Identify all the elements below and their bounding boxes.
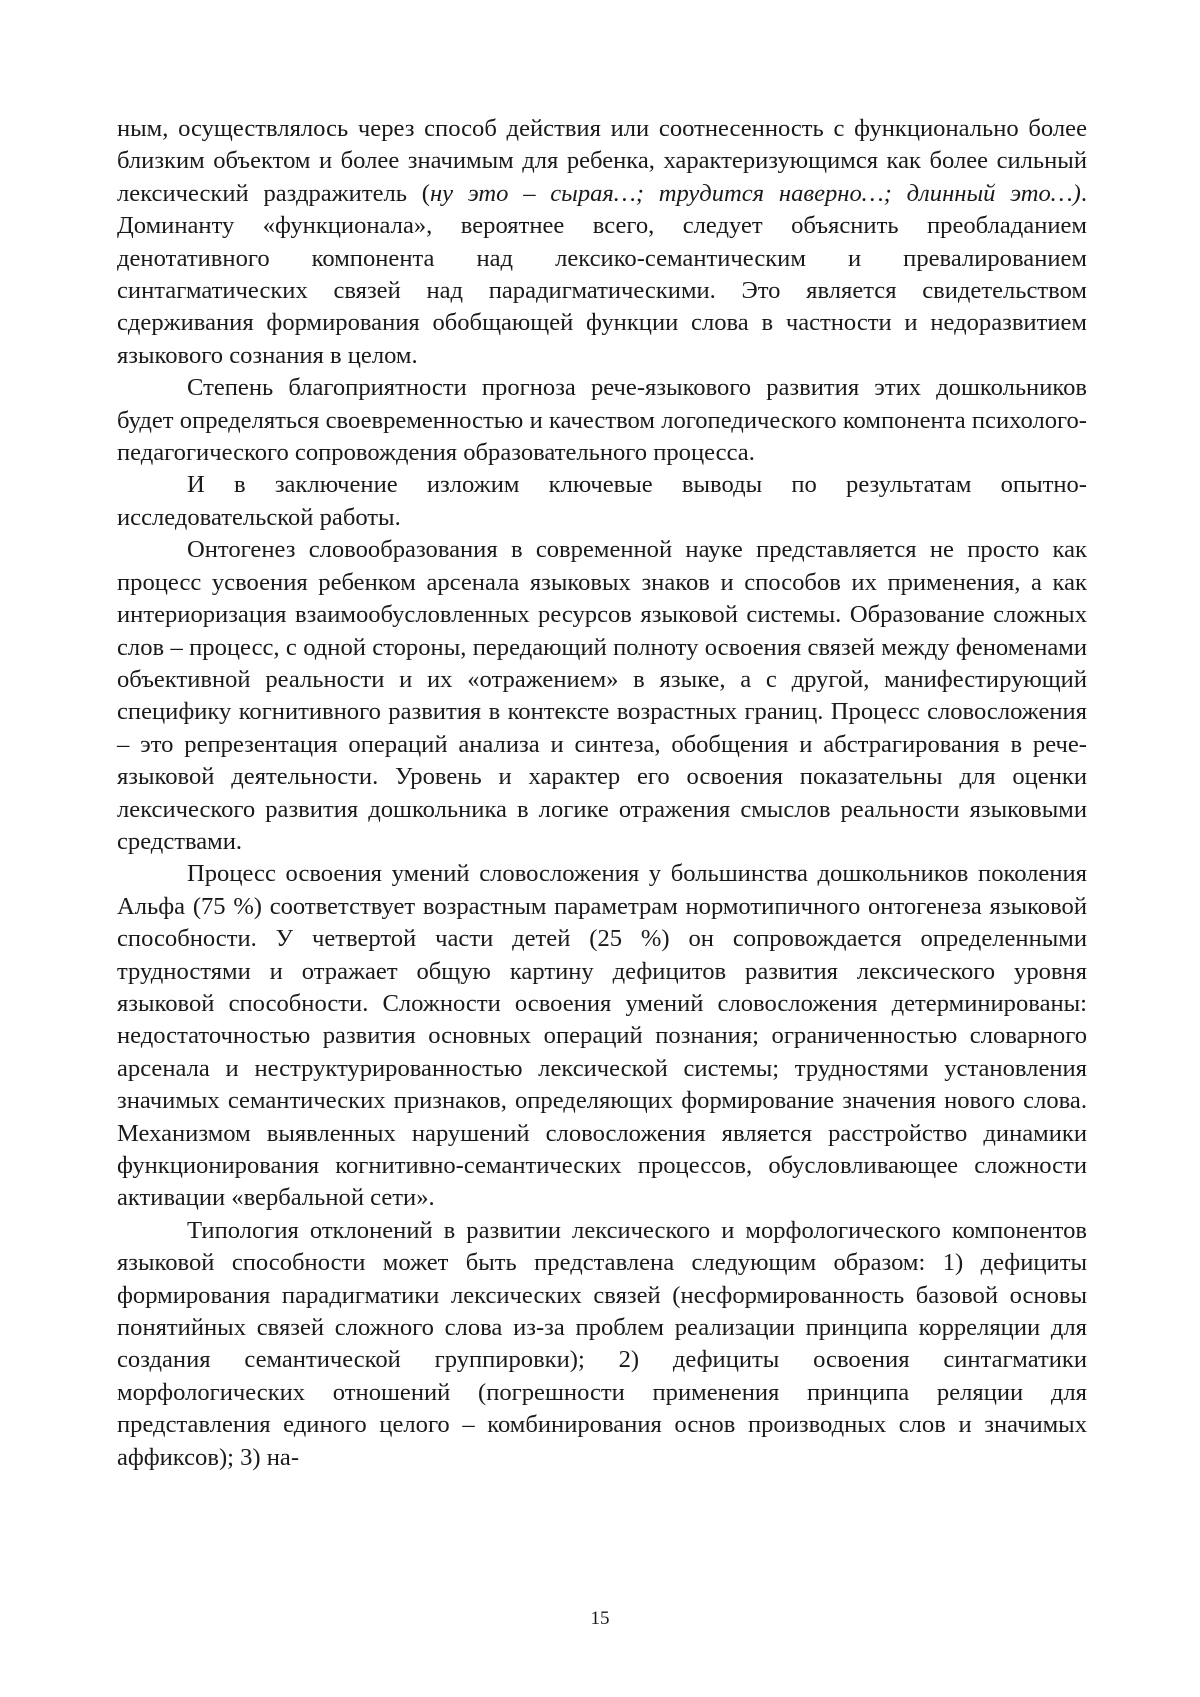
document-body	[117, 113, 1087, 1474]
paragraph-4	[117, 534, 1087, 858]
paragraph-5	[117, 858, 1087, 1214]
page-number: 15	[590, 1608, 610, 1629]
paragraph-6-text: Типология отклонений в развитии лексического и морфологического компонентов языковой способности может быть представлена следующим образом: 1) дефициты формирования парадигматики лексических связей (несформированность базовой основы понятийных связей сложного слова из-за проблем реализации принципа корреляции для создания семантической группировки); 2) дефициты освоения синтагматики морфологических отношений (погрешности применения принципа реляции для представления единого целого – комбинирования основ производных слов и значимых аффиксов); 3) на-	[117, 1216, 1087, 1471]
paragraph-6	[117, 1215, 1087, 1474]
paragraph-1-italic-examples: ну это – сырая…; трудится наверно…; длинный это…)	[429, 179, 1081, 207]
paragraph-2-text: Степень благоприятности прогноза рече-языкового развития этих дошкольников будет определяться своевременностью и качеством логопедического компонента психолого-педагогического сопровождения образовательного процесса.	[117, 374, 1087, 467]
paragraph-1-text-b: . Доминанту «функционала», вероятнее всего, следует объяснить преобладанием денотативного компонента над лексико-семантическим и превалированием синтагматических связей над парадигматическими. Это является свидетельством сдерживания формирования обобщающей функции слова в частности и недоразвитием языкового сознания в целом.	[117, 179, 1087, 369]
paragraph-5-text: Процесс освоения умений словосложения у большинства дошкольников поколения Альфа (75 %) соответствует возрастным параметрам нормотипичного онтогенеза языковой способности. У четвертой части детей (25 %) он сопровождается определенными трудностями и отражает общую картину дефицитов развития лексического уровня языковой способности. Сложности освоения умений словосложения детерминированы: недостаточностью развития основных операций познания; ограниченностью словарного арсенала и неструктурированностью лексической системы; трудностями установления значимых семантических признаков, определяющих формирование значения нового слова. Механизмом выявленных нарушений словосложения является расстройство динамики функционирования когнитивно-семантических процессов, обусловливающее сложности активации «вербальной сети».	[117, 860, 1087, 1212]
paragraph-1	[117, 113, 1087, 372]
paragraph-1-text-a: ным, осуществлялось через способ действия или соотнесенность с функционально более близким объектом и более значимым для ребенка, характеризующимся как более сильный лексический раздражитель (	[117, 115, 1087, 207]
paragraph-2	[117, 372, 1087, 469]
paragraph-4-text: Онтогенез словообразования в современной науке представляется не просто как процесс усвоения ребенком арсенала языковых знаков и способов их применения, а как интериоризация взаимообусловленных ресурсов языковой системы. Образование сложных слов – процесс, с одной стороны, передающий полноту освоения связей между феноменами объективной реальности и их «отражением» в языке, а с другой, манифестирующий специфику когнитивного развития в контексте возрастных границ. Процесс словосложения – это репрезентация операций анализа и синтеза, обобщения и абстрагирования в речеязыковой деятельности. Уровень и характер его освоения показательны для оценки лексического развития дошкольника в логике отражения смыслов реальности языковыми средствами.	[117, 536, 1087, 855]
paragraph-3	[117, 469, 1087, 534]
paragraph-3-text: И в заключение изложим ключевые выводы по результатам опытно-исследовательской работы.	[117, 471, 1087, 531]
